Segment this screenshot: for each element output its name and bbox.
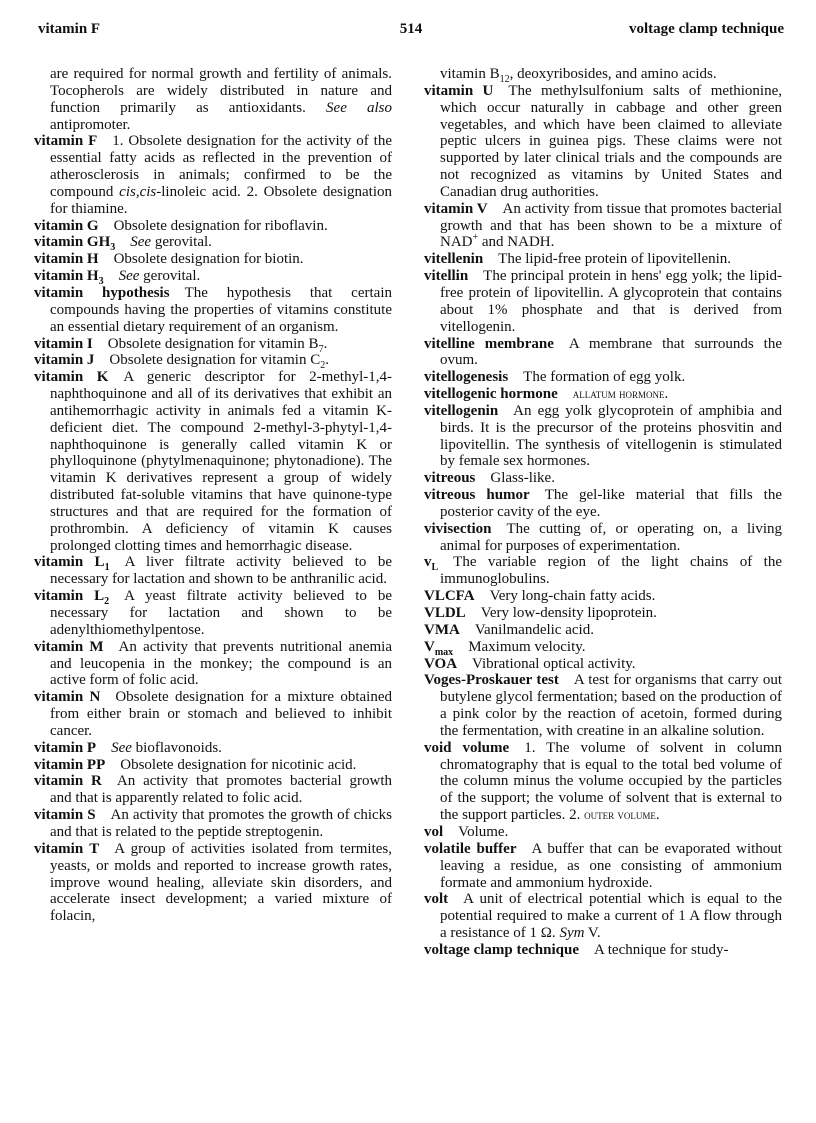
- dictionary-entry: [424, 639, 782, 656]
- entry-term: voltage clamp technique: [424, 941, 579, 958]
- entry-definition-end: -linoleic acid. 2. Obsolete designation for thiamine.: [50, 183, 392, 217]
- entry-definition: The formation of egg yolk.: [523, 369, 686, 386]
- dictionary-entry: [424, 470, 782, 487]
- dictionary-entry: [34, 773, 392, 807]
- dictionary-entry: [424, 824, 782, 841]
- term-subscript: L: [431, 562, 439, 574]
- cross-reference-target: outer volume: [584, 807, 656, 823]
- dictionary-entry: [424, 841, 782, 892]
- cross-reference-target: allatum hormone: [572, 386, 665, 402]
- entry-definition: 1. The volume of solvent in column chromatography that is equal to the total bed volume of the column minus the volume occupied by the particles of the support; the volume of solvent that is external to the support particles. 2.: [440, 739, 782, 824]
- entry-definition: A membrane that surrounds the ovum.: [440, 335, 782, 369]
- dictionary-entry: [424, 336, 782, 370]
- entry-definition: A generic descriptor for 2-methyl-1,4-naphthoquinone and all of its derivatives that exhibit an antihemorrhagic activity in animals fed a vitamin K-deficient diet. The compound 2-methyl-3-phytyl-1,4-naphthoquinone is generally called vitamin K or phylloquinone (phytylmenaquinone; phytonadione). The vitamin K derivatives represent a group of widely distributed fat-soluble vitamins that have quinone-type structures and that are required for the formation of prothrombin. A deficiency of vitamin K causes prolonged clotting times and hemorrhagic disease.: [50, 369, 392, 554]
- entry-definition: Glass-like.: [490, 470, 555, 487]
- entry-term: vitamin N: [34, 689, 101, 706]
- dictionary-entry: [424, 369, 782, 386]
- cross-reference-label: See also: [326, 99, 393, 116]
- term-subscript: 2: [104, 596, 110, 608]
- entry-term: vitamin I: [34, 335, 93, 352]
- entry-definition: Obsolete designation for a mixture obtained from either brain or stomach and believed to inhibit cancer.: [50, 689, 392, 739]
- entry-term: vitamin J: [34, 352, 95, 369]
- entry-term: VLDL: [424, 605, 466, 621]
- left-column: [34, 66, 392, 925]
- definition-subscript: 2: [320, 360, 326, 372]
- entry-term: vitellogenic hormone: [424, 386, 558, 403]
- entry-term: vitamin R: [34, 773, 102, 790]
- entry-definition: The cutting of, or operating on, a living animal for purposes of experimentation.: [440, 520, 782, 554]
- entry-term: vitamin U: [424, 82, 494, 99]
- entry-definition-end: .: [323, 335, 328, 352]
- entry-term: vitamin S: [34, 807, 96, 824]
- dictionary-entry: [424, 521, 782, 555]
- entry-definition-end: V.: [584, 925, 601, 942]
- dictionary-entry: [34, 639, 392, 690]
- entry-term: vitamin H: [34, 268, 99, 285]
- entry-definition: Very long-chain fatty acids.: [489, 588, 656, 605]
- entry-term: VOA: [424, 655, 458, 672]
- entry-term: vitamin F: [34, 133, 98, 150]
- dictionary-entry: [424, 554, 782, 588]
- dictionary-entry: [34, 218, 392, 235]
- entry-term: v: [424, 554, 432, 571]
- dictionary-entry: [34, 66, 392, 133]
- entry-term: VMA: [424, 621, 460, 638]
- entry-definition: Vanilmandelic acid.: [474, 621, 594, 638]
- dictionary-entry: [34, 369, 392, 554]
- header-right-guideword: voltage clamp technique: [629, 21, 784, 37]
- dictionary-entry: [424, 487, 782, 521]
- dictionary-entry: [34, 841, 392, 925]
- term-subscript: 3: [98, 276, 104, 288]
- entry-term: vitellogenesis: [424, 369, 509, 386]
- entry-definition-end: .: [325, 352, 329, 369]
- entry-term: vitreous: [424, 470, 476, 487]
- entry-definition: A buffer that can be evaporated without leaving a residue, as one consisting of ammonium formate and ammonium hydroxide.: [440, 840, 782, 891]
- dictionary-entry: [424, 66, 782, 83]
- entry-definition: Obsolete designation for nicotinic acid.: [120, 756, 357, 773]
- cross-reference-label: See: [111, 739, 132, 756]
- entry-definition: A group of activities isolated from termites, yeasts, or molds and reported to increase growth rates, improve wound healing, alleviate skin disorders, and accelerate insect development; a varied mixture of folacin,: [50, 840, 393, 925]
- entry-definition: The methylsulfonium salts of methionine, which occur naturally in cabbage and other green vegetables, and which have been claimed to alleviate peptic ulcers in guinea pigs. These claims were not supported by later clinical trials and the compounds are not recognized as vitamins by United States and Canadian drug authorities.: [440, 82, 782, 200]
- dictionary-entry: [424, 891, 782, 942]
- dictionary-entry: [424, 672, 782, 739]
- entry-definition: An activity that promotes the growth of chicks and that is related to the peptide streptogenin.: [50, 807, 392, 840]
- dictionary-entry: [34, 554, 392, 588]
- entry-definition: A liver filtrate activity believed to be necessary for lactation and shown to be anthranilic acid.: [50, 554, 392, 588]
- dictionary-entry: [424, 656, 782, 673]
- cross-reference-label: See: [118, 268, 140, 285]
- italic-prefix: cis,cis: [119, 183, 157, 200]
- dictionary-entry: [424, 605, 782, 622]
- entry-term: void volume: [424, 739, 510, 756]
- entry-definition: An activity that prevents nutritional anemia and leucopenia in the monkey; the compound is an active form of folic acid.: [50, 638, 392, 689]
- entry-definition: gerovital.: [143, 268, 201, 285]
- right-column: [424, 66, 782, 959]
- term-subscript: max: [434, 646, 454, 658]
- entry-definition: A yeast filtrate activity believed to be necessary for lactation and shown to be adenylthiomethylpentose.: [50, 588, 392, 638]
- dictionary-entry: [34, 588, 392, 639]
- entry-definition: vitamin B: [440, 66, 500, 82]
- running-head: [38, 21, 784, 41]
- dictionary-entry: [34, 285, 392, 336]
- symbol-label: Sym: [559, 925, 585, 942]
- entry-term: vitamin GH: [34, 234, 111, 251]
- dictionary-entry: [34, 689, 392, 740]
- entry-definition: Obsolete designation for riboflavin.: [113, 217, 328, 234]
- entry-term: vitellogenin: [424, 402, 499, 419]
- dictionary-entry: [34, 133, 392, 217]
- entry-definition: The hypothesis that certain compounds having the properties of vitamins constitute an essential dietary requirement of an organism.: [50, 284, 392, 335]
- dictionary-entry: [424, 201, 782, 252]
- entry-term: vitellenin: [424, 251, 484, 268]
- entry-term: vitamin PP: [34, 756, 106, 773]
- entry-definition: An activity from tissue that promotes bacterial growth and that has been shown to be a mixture of NAD: [440, 200, 782, 251]
- entry-definition: A unit of electrical potential which is equal to the potential required to make a current of 1 A flow through a resistance of 1 Ω.: [440, 891, 782, 942]
- entry-definition: 1. Obsolete designation for the activity of the essential fatty acids as reflected in the prevention of atherosclerosis in animals; confirmed to be the compound: [50, 133, 392, 200]
- dictionary-entry: [34, 740, 392, 757]
- header-left-guideword: vitamin F: [38, 21, 101, 37]
- entry-definition: An activity that promotes bacterial growth and that is apparently related to folic acid.: [50, 773, 392, 807]
- entry-definition-end: .: [655, 807, 660, 824]
- entry-term: vol: [424, 823, 444, 840]
- entry-term: V: [424, 638, 435, 655]
- dictionary-entry: [424, 251, 782, 268]
- entry-definition: A test for organisms that carry out butylene glycol fermentation; based on the production of a pink color by the reaction of acetoin, formed during the fermentation, with creatine in an alkaline solution.: [440, 672, 782, 739]
- dictionary-entry: [34, 807, 392, 841]
- entry-definition: Obsolete designation for vitamin C: [109, 352, 321, 369]
- entry-definition-end: , deoxyribosides, and amino acids.: [509, 66, 717, 82]
- entry-term: vitamin hypothesis: [34, 284, 170, 301]
- dictionary-entry: [34, 251, 392, 268]
- dictionary-entry: [424, 622, 782, 639]
- entry-definition: An egg yolk glycoprotein of amphibia and birds. It is the precursor of the proteins phosvitin and lipovitellin. The synthesis of vitellogenin is stimulated by female sex hormones.: [440, 402, 782, 470]
- entry-term: vitamin V: [424, 200, 488, 217]
- dictionary-entry: [424, 588, 782, 605]
- entry-definition: The variable region of the light chains of the immunoglobulins.: [440, 554, 782, 588]
- entry-definition: The lipid-free protein of lipovitellenin.: [498, 251, 732, 268]
- entry-definition: are required for normal growth and fertility of animals. Tocopherols are widely distributed in nature and function primarily as antioxidants.: [50, 66, 392, 116]
- page-number: 514: [399, 21, 423, 37]
- entry-term: vitamin L: [34, 554, 105, 571]
- entry-definition: The principal protein in hens' egg yolk; the lipid-free protein of lipovitellin. A glycoprotein that contains about 1% phosphate and that is derived from vitellogenin.: [440, 268, 782, 335]
- entry-term: vitamin K: [34, 369, 109, 386]
- entry-term: vitreous humor: [424, 487, 530, 504]
- term-subscript: 1: [104, 562, 110, 574]
- dictionary-entry: [34, 352, 392, 372]
- entry-definition: A technique for study-: [594, 941, 729, 958]
- dictionary-entry: [424, 740, 782, 824]
- entry-term: vitelline membrane: [424, 335, 554, 352]
- entry-term: Voges-Proskauer test: [424, 672, 559, 689]
- entry-term: vitamin L: [34, 588, 105, 605]
- entry-term: vitamin G: [34, 217, 99, 234]
- term-subscript: 3: [110, 242, 116, 254]
- entry-term: vitamin H: [34, 251, 99, 268]
- entry-term: VLCFA: [424, 588, 475, 605]
- definition-superscript: +: [472, 232, 479, 244]
- entry-term: vivisection: [424, 520, 492, 537]
- dictionary-entry: [34, 757, 392, 774]
- entry-definition: bioflavonoids.: [135, 739, 222, 756]
- entry-term: vitamin M: [34, 638, 104, 655]
- entry-term: vitellin: [424, 268, 469, 285]
- entry-definition: The gel-like material that fills the posterior cavity of the eye.: [440, 487, 782, 520]
- definition-subscript: 7: [318, 343, 324, 355]
- entry-definition: Volume.: [458, 823, 509, 840]
- entry-term: vitamin P: [34, 739, 97, 756]
- entry-definition: Very low-density lipoprotein.: [480, 605, 657, 621]
- entry-term: vitamin T: [34, 840, 100, 857]
- definition-subscript: 12: [499, 74, 510, 85]
- dictionary-entry: [34, 234, 392, 254]
- cross-reference-label: See: [130, 234, 152, 251]
- entry-definition: gerovital.: [154, 234, 212, 251]
- dictionary-entry: [424, 268, 782, 335]
- entry-definition: Maximum velocity.: [468, 638, 586, 655]
- entry-term: volt: [424, 891, 449, 908]
- dictionary-entry: [424, 942, 782, 959]
- dictionary-entry: [34, 268, 392, 288]
- dictionary-entry: [424, 83, 782, 201]
- entry-definition: .: [664, 386, 669, 403]
- dictionary-entry: [424, 403, 782, 470]
- entry-definition: Obsolete designation for biotin.: [113, 251, 304, 268]
- entry-term: volatile buffer: [424, 840, 517, 857]
- dictionary-entry: [34, 336, 392, 353]
- entry-definition: Vibrational optical activity.: [472, 655, 636, 672]
- dictionary-entry: [424, 386, 782, 403]
- entry-definition-end: and NADH.: [478, 234, 555, 251]
- cross-reference-target: antipromoter.: [50, 116, 131, 133]
- entry-definition: Obsolete designation for vitamin B: [107, 335, 319, 352]
